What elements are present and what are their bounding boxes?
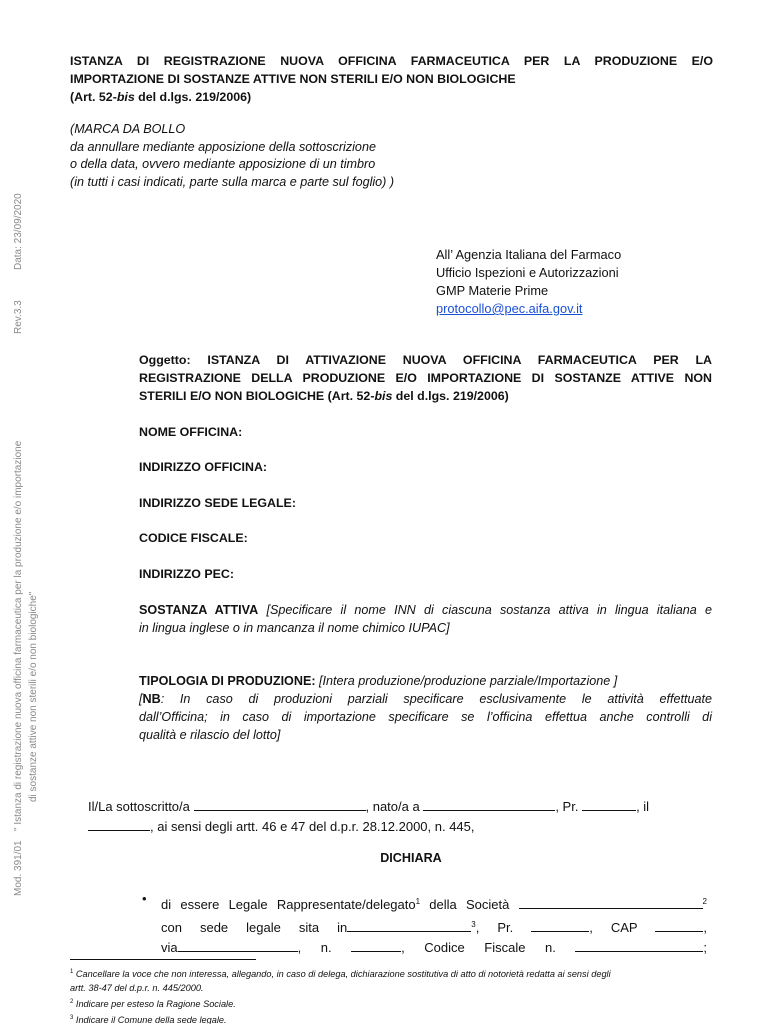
field-indirizzo-pec: INDIRIZZO PEC: (139, 567, 234, 581)
tipologia-block: TIPOLOGIA DI PRODUZIONE: [Intera produzione/produzione parziale/Importazione ] [NB: In caso di produzioni parziali specificare esclusivamente le attività effettuate dall’Officina; in caso di importazione specificare se l’officina effettua anche controlli di qualità e rilascio del lotto] (139, 674, 712, 742)
footnotes (70, 965, 710, 1024)
bollo-line: (in tutti i casi indicati, parte sulla marca e parte sul foglio) ) (70, 174, 395, 189)
recipient-line1: All’ Agenzia Italiana del Farmaco (436, 247, 622, 262)
side-title-line2: di sostanze attive non sterili e/o non biologiche" (28, 591, 39, 802)
via-blank[interactable] (178, 940, 298, 952)
sostanza-label: SOSTANZA ATTIVA (139, 603, 259, 617)
footnote-3: $^3$ Indicare il Comune della sede legale. (70, 1015, 227, 1024)
side-mod: Mod. 391/01 (13, 840, 24, 896)
societa-blank[interactable] (519, 897, 703, 909)
field-nome-officina: NOME OFFICINA: (139, 425, 243, 439)
subject-block (139, 351, 712, 405)
declaration-paragraph: Il/La sottoscritto/a , nato/a a , Pr. , il , ai sensi degli artt. 46 e 47 del d.p.r. 28.12.2000, n. 445, (88, 799, 650, 834)
recipient-address (436, 246, 621, 318)
bollo-line: (MARCA DA BOLLO (70, 122, 186, 136)
field-indirizzo-officina: INDIRIZZO OFFICINA: (139, 460, 268, 474)
birthdate-blank[interactable] (88, 819, 150, 831)
bullet-item: di essere Legale Rappresentate/delegato$^1$ della Società $^2$ con sede legale sita in $^3$, Pr. , CAP , via , n. , Codice Fiscale n. ; (161, 897, 708, 955)
oggetto-line1: Oggetto: ISTANZA DI ATTIVAZIONE NUOVA OFFICINA FARMACEUTICA PER LA (139, 353, 712, 367)
title-line3: (Art. 52-bis del d.lgs. 219/2006) (70, 90, 252, 104)
marca-bollo-note (70, 121, 710, 191)
footnote-1: $^1$ Cancellare la voce che non interessa, allegando, in caso di delega, dichiarazione sostitutiva di atto di notorietà redatta ai sensi degli (70, 969, 611, 979)
nb-line3: qualità e rilascio del lotto] (139, 728, 281, 742)
dichiara-heading: DICHIARA (380, 851, 442, 865)
sostanza-hint-line2: in lingua inglese o in mancanza il nome chimico IUPAC] (139, 621, 450, 635)
side-rev: Rev.3.3 (13, 300, 24, 334)
oggetto-line2: REGISTRAZIONE DELLA PRODUZIONE E/O IMPORTAZIONE DI SOSTANZE ATTIVE NON (139, 371, 712, 385)
civico-blank[interactable] (351, 940, 401, 952)
recipient-line2: Ufficio Ispezioni e Autorizzazioni (436, 265, 619, 280)
sostanza-attiva-block (139, 601, 712, 637)
sostanza-hint: [Specificare il nome INN di ciascuna sostanza attiva in lingua italiana e (258, 603, 713, 617)
recipient-line3: GMP Materie Prime (436, 283, 549, 298)
title-line1: ISTANZA DI REGISTRAZIONE NUOVA OFFICINA FARMACEUTICA PER LA PRODUZIONE E/O (70, 54, 713, 68)
tipologia-label: TIPOLOGIA DI PRODUZIONE: (139, 674, 316, 688)
field-indirizzo-sede-legale: INDIRIZZO SEDE LEGALE: (139, 496, 296, 510)
title-line2: IMPORTAZIONE DI SOSTANZE ATTIVE NON STERILI E/O NON BIOLOGICHE (70, 72, 516, 86)
document-title (70, 52, 713, 106)
side-date: Data: 23/09/2020 (13, 193, 24, 270)
bollo-line: da annullare mediante apposizione della sottoscrizione (70, 139, 376, 154)
footnote-1-cont: artt. 38-47 del d.p.r. n. 445/2000. (70, 983, 204, 993)
comune-blank[interactable] (347, 920, 471, 932)
tipologia-hint: [Intera produzione/produzione parziale/Importazione ] (315, 674, 618, 688)
field-codice-fiscale: CODICE FISCALE: (139, 531, 248, 545)
recipient-email-link[interactable]: protocollo@pec.aifa.gov.it (436, 301, 583, 316)
cap-blank[interactable] (655, 920, 703, 932)
side-title-line1: " Istanza di registrazione nuova officina farmaceutica per la produzione e/o importazione (13, 440, 24, 831)
codice-fiscale-blank[interactable] (575, 940, 703, 952)
nb-line2: dall’Officina; in caso di importazione specificare se l’officina effettua anche controlli di (139, 710, 712, 724)
bollo-line: o della data, ovvero mediante apposizione di un timbro (70, 157, 376, 171)
oggetto-line3: STERILI E/O NON BIOLOGICHE (Art. 52-bis del d.lgs. 219/2006) (139, 389, 509, 403)
birthplace-blank[interactable] (423, 799, 555, 811)
pr-blank[interactable] (531, 920, 589, 932)
footnote-2: $^2$ Indicare per esteso la Ragione Sociale. (70, 999, 236, 1009)
side-text (0, 0, 70, 1024)
bullet-dot: • (142, 891, 147, 906)
name-blank[interactable] (194, 799, 366, 811)
province-blank[interactable] (582, 799, 636, 811)
nb-label: NB (142, 692, 161, 706)
footnote-rule (70, 959, 256, 960)
